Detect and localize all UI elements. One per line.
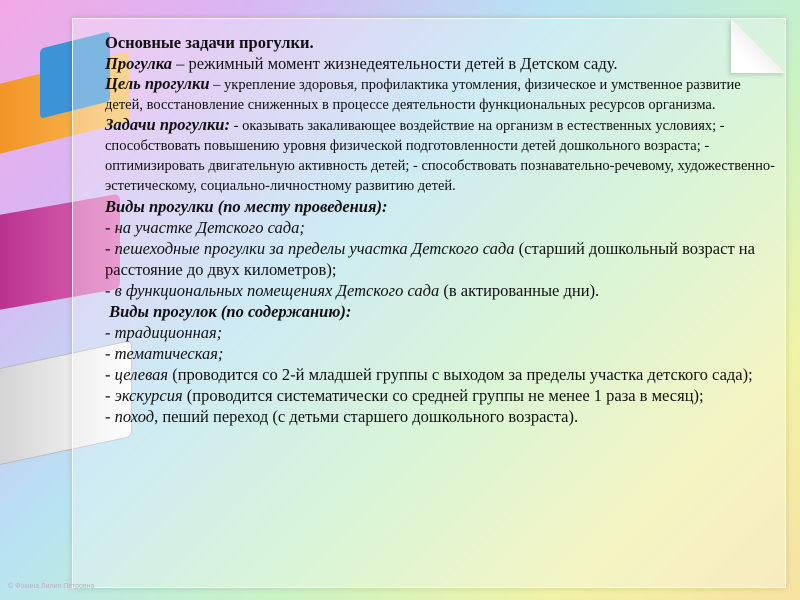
tasks-text: - оказывать закаливающее воздействие на организм в естественных условиях; - способствовать повышению уровня физической подготовленности детей дошкольного возраста; - оптимизировать двигательную активность детей; - способствовать познавательно-речевому, художественно-эстетическому, социально-личностному развитию детей. [105,118,775,194]
types-place-item-2-term: - пешеходные прогулки за пределы участка Детского сада [105,239,515,258]
walk-definition [105,53,780,74]
tasks-term: Задачи прогулки: [105,115,230,134]
types-content-item-4 [105,385,780,406]
goal-text: – укрепление здоровья, профилактика утомления, физическое и умственное развитие детей, восстановление сниженных в процессе деятельности функциональных ресурсов организма. [105,77,741,113]
walk-term: Прогулка [105,54,172,73]
goal-term: Цель прогулки [105,74,210,93]
types-place-item-2 [105,238,780,280]
types-place-item-3 [105,280,780,301]
types-content-item-1: - традиционная; [105,323,223,342]
types-place-item-1: - на участке Детского сада; [105,218,305,237]
walk-definition-text: – режимный момент жизнедеятельности детей в Детском саду. [171,54,618,73]
types-content-item-5-text: , пеший переход (с детьми старшего дошкольного возраста). [154,407,579,426]
watermark: © Фокина Лилия Петровна [8,583,95,590]
types-content-item-2: - тематическая; [105,344,224,363]
types-place-item-3-text: (в актированные дни). [439,281,600,300]
slide-title: Основные задачи прогулки. [105,33,314,52]
types-content-heading: Виды прогулок (по содержанию): [105,302,352,321]
types-content-item-3-term: - целевая [105,365,169,384]
types-content-item-5 [105,406,780,427]
types-place-item-3-term: - в функциональных помещениях Детского сада [105,281,440,300]
types-place-item-2-text: (старший дошкольный возраст на расстояние до двух километров); [105,239,755,279]
types-content-item-4-term: - экскурсия [105,386,183,405]
types-content-item-4-text: (проводится систематически со средней группы не менее 1 раза в месяц); [182,386,704,405]
walk-tasks [105,115,780,196]
types-content-item-3-text: (проводится со 2-й младшей группы с выходом за пределы участка детского сада); [168,365,753,384]
types-content-item-5-term: - поход [105,407,155,426]
slide-text [105,32,780,427]
types-content-item-3 [105,364,780,385]
walk-goal [105,74,780,115]
types-place-heading: Виды прогулки (по месту проведения): [105,197,388,216]
